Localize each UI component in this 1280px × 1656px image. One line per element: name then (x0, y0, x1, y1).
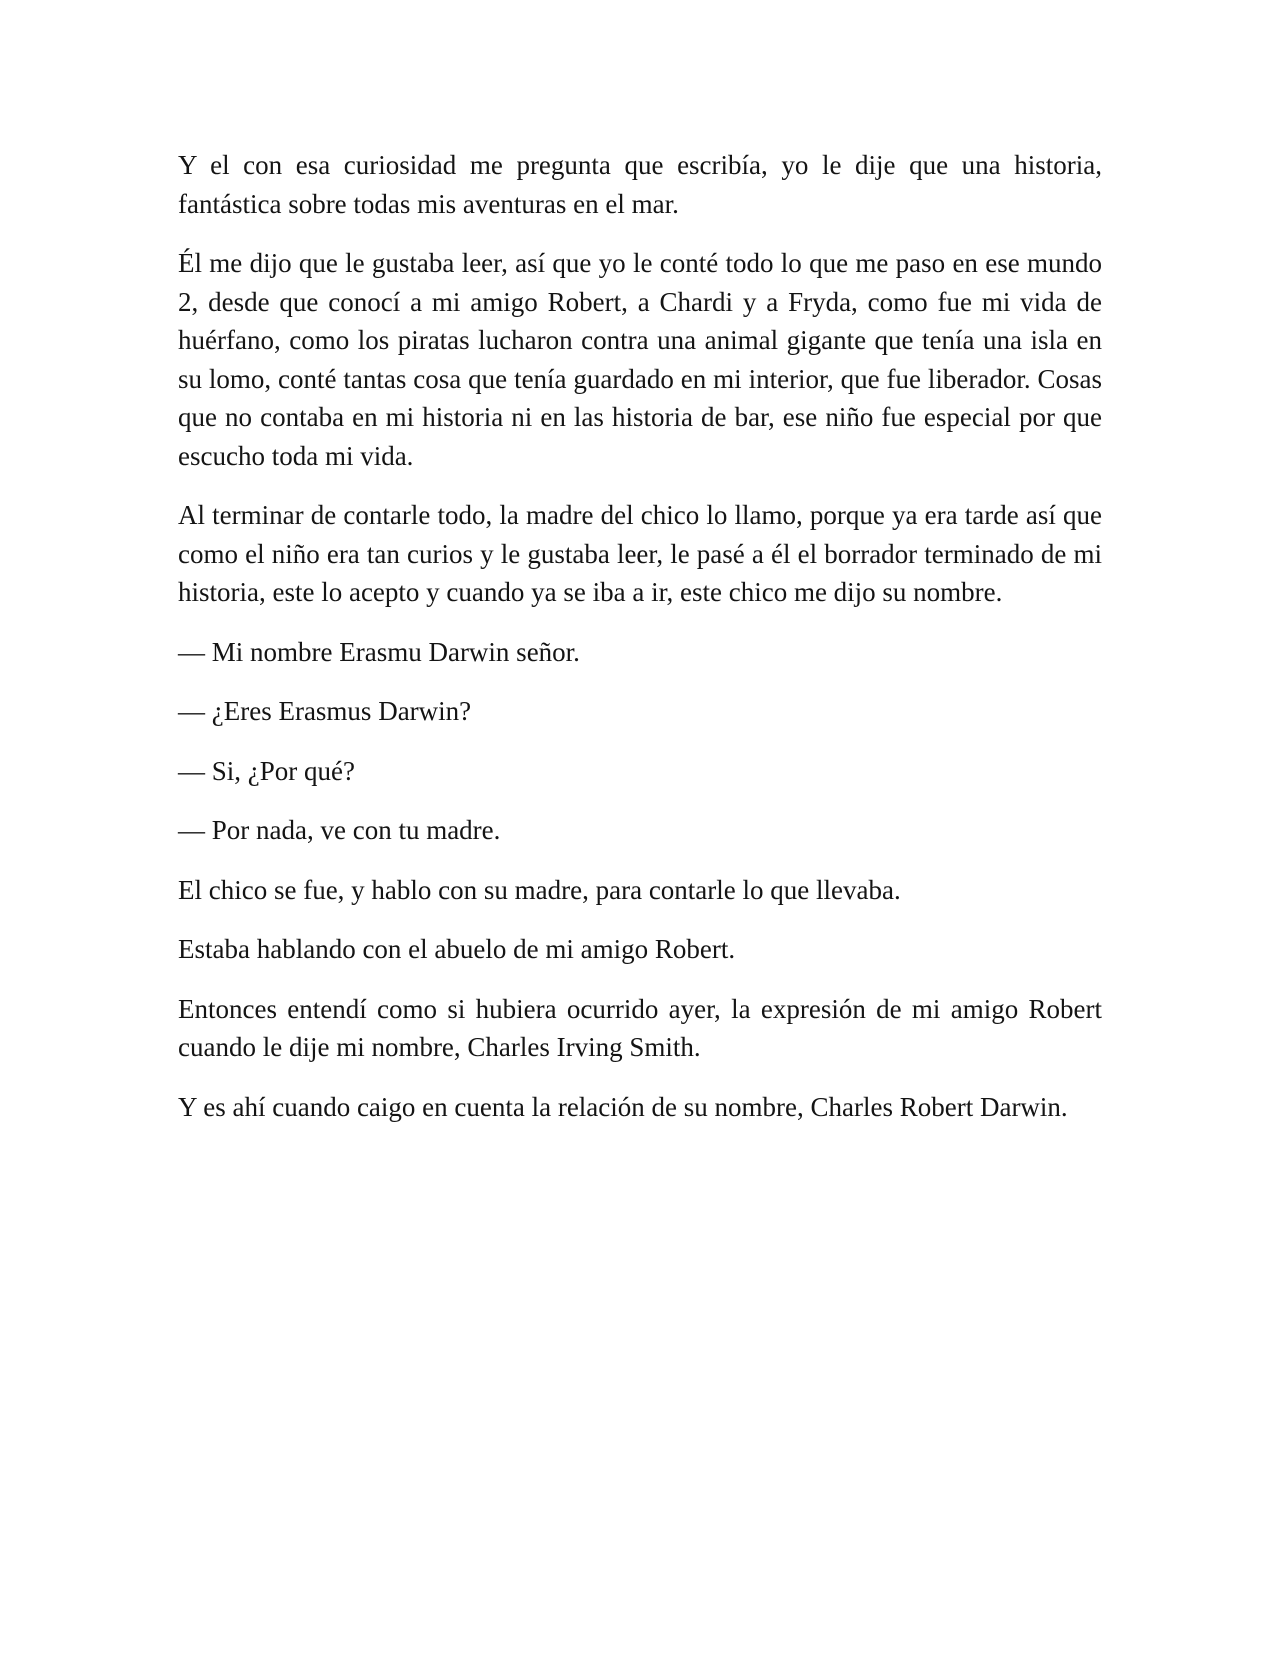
paragraph: Y el con esa curiosidad me pregunta que escribía, yo le dije que una historia, fantástica sobre todas mis aventuras en el mar. (178, 150, 1102, 219)
paragraph: Él me dijo que le gustaba leer, así que yo le conté todo lo que me paso en ese mundo 2, desde que conocí a mi amigo Robert, a Chardi y a Fryda, como fue mi vida de huérfano, como los piratas lucharon contra una animal gigante que tenía una isla en su lomo, conté tantas cosa que tenía guardado en mi interior, que fue liberador. Cosas que no contaba en mi historia ni en las historia de bar, ese niño fue especial por que escucho toda mi vida. (178, 248, 1102, 471)
dialogue-line: — Por nada, ve con tu madre. (178, 815, 501, 845)
paragraph: Y es ahí cuando caigo en cuenta la relación de su nombre, Charles Robert Darwin. (178, 1091, 1068, 1122)
dialogue-line: — ¿Eres Erasmus Darwin? (178, 696, 472, 726)
paragraph: Al terminar de contarle todo, la madre del chico lo llamo, porque ya era tarde así que como el niño era tan curios y le gustaba leer, le pasé a él el borrador terminado de mi historia, este lo acepto y cuando ya se iba a ir, este chico me dijo su nombre. (178, 500, 1102, 607)
paragraph: El chico se fue, y hablo con su madre, para contarle lo que llevaba. (178, 874, 901, 905)
paragraph: Estaba hablando con el abuelo de mi amigo Robert. (178, 934, 736, 964)
body-text (178, 146, 1102, 1147)
paragraph: Entonces entendí como si hubiera ocurrido ayer, la expresión de mi amigo Robert cuando le dije mi nombre, Charles Irving Smith. (178, 993, 1102, 1062)
dialogue-line: — Si, ¿Por qué? (178, 755, 355, 786)
dialogue-line: — Mi nombre Erasmu Darwin señor. (178, 636, 580, 667)
